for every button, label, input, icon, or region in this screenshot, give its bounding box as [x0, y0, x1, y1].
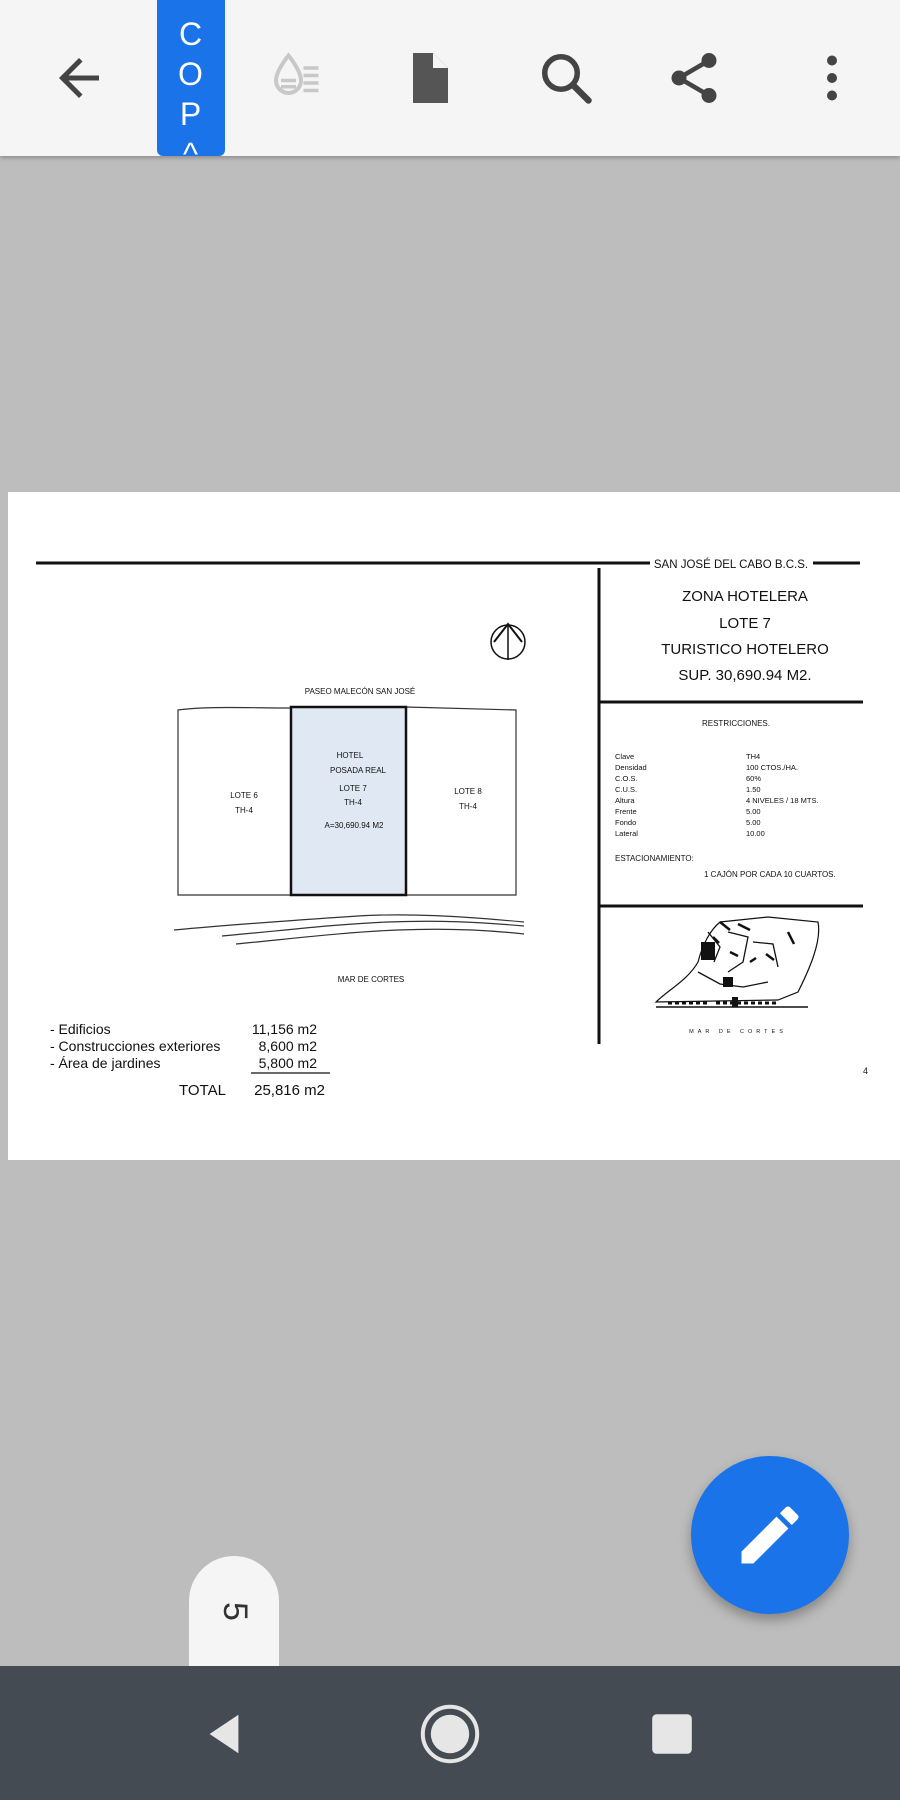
badge-letter: P: [179, 96, 203, 132]
lot-6-zone: TH-4: [235, 806, 253, 815]
lot-8-name: LOTE 8: [454, 787, 482, 796]
watermark-icon[interactable]: [258, 40, 334, 116]
total-label: TOTAL: [179, 1082, 226, 1099]
title-line: SUP. 30,690.94 M2.: [678, 667, 812, 684]
share-icon[interactable]: [656, 40, 732, 116]
system-navigation-bar: [0, 1666, 900, 1800]
more-vert-icon[interactable]: [794, 40, 870, 116]
lot-6-name: LOTE 6: [230, 791, 258, 800]
restriction-label: Densidad: [615, 763, 647, 772]
restriction-label: Clave: [615, 752, 635, 761]
restriction-label: Altura: [615, 796, 635, 805]
restriction-value: 60%: [746, 774, 762, 783]
restriction-value: 5.00: [746, 818, 761, 827]
badge-letter: ^: [182, 136, 199, 156]
document-icon[interactable]: [390, 40, 466, 116]
restriction-label: C.O.S.: [615, 774, 638, 783]
restrictions-title: RESTRICCIONES.: [701, 719, 771, 728]
nav-home-icon[interactable]: [412, 1696, 488, 1772]
restriction-label: Lateral: [615, 829, 638, 838]
lot-6-shape: [178, 708, 291, 896]
document-page[interactable]: [8, 492, 900, 1160]
location-minimap: [656, 917, 819, 1035]
copy-badge[interactable]: [157, 0, 225, 156]
restrictions-table: [615, 752, 819, 838]
hotel-name: POSADA REAL: [329, 766, 387, 775]
restriction-value: 5.00: [746, 807, 761, 816]
badge-letter: C: [178, 16, 204, 52]
restriction-value: 100 CTOS./HA.: [746, 763, 798, 772]
restriction-value: TH4: [746, 752, 761, 761]
lot-7-name: LOTE 7: [339, 784, 367, 793]
restriction-label: C.U.S.: [615, 785, 638, 794]
nav-recents-icon[interactable]: [634, 1696, 710, 1772]
nav-back-icon[interactable]: [186, 1696, 262, 1772]
total-value: 25,816 m2: [254, 1082, 325, 1099]
lot-7-area: A=30,690.94 M2: [324, 821, 384, 830]
restriction-value: 1.50: [746, 785, 761, 794]
search-icon[interactable]: [528, 40, 604, 116]
area-label: - Edificios: [50, 1021, 111, 1037]
lot-8-shape: [406, 707, 516, 895]
lot-7-zone: TH-4: [344, 798, 362, 807]
minimap-caption: MAR DE CORTES: [689, 1029, 787, 1035]
area-value: 11,156 m2: [251, 1021, 317, 1037]
title-line: LOTE 7: [719, 615, 771, 632]
area-label: - Construcciones exteriores: [50, 1038, 221, 1054]
back-arrow-icon[interactable]: [41, 40, 117, 116]
document-page-number: 4: [863, 1066, 869, 1076]
hotel-label: HOTEL: [336, 751, 364, 760]
edit-pencil-icon: [732, 1497, 808, 1573]
header-city: SAN JOSÉ DEL CABO B.C.S.: [653, 559, 809, 571]
badge-letter: O: [178, 56, 204, 92]
north-arrow-icon: [491, 624, 525, 660]
site-plan-drawing: [8, 492, 900, 1160]
restriction-label: Frente: [615, 807, 637, 816]
page-indicator: 5: [215, 1601, 254, 1621]
restriction-value: 4 NIVELES / 18 MTS.: [746, 796, 819, 805]
lot-8-zone: TH-4: [459, 802, 477, 811]
parking-label: ESTACIONAMIENTO:: [615, 854, 694, 863]
title-line: TURISTICO HOTELERO: [661, 641, 829, 658]
area-value: 8,600 m2: [258, 1038, 317, 1054]
top-toolbar: [0, 0, 900, 156]
sea-waves: [174, 915, 524, 944]
title-line: ZONA HOTELERA: [682, 588, 808, 605]
area-value: 5,800 m2: [258, 1055, 317, 1071]
restriction-value: 10.00: [746, 829, 765, 838]
edit-fab-button[interactable]: [691, 1456, 849, 1614]
street-label: PASEO MALECÓN SAN JOSÉ: [304, 687, 416, 696]
sea-label: MAR DE CORTES: [337, 975, 405, 984]
parking-value: 1 CAJÓN POR CADA 10 CUARTOS.: [704, 870, 836, 879]
page-indicator-tab[interactable]: [189, 1556, 279, 1666]
restriction-label: Fondo: [615, 818, 637, 827]
area-label: - Área de jardines: [50, 1055, 161, 1071]
